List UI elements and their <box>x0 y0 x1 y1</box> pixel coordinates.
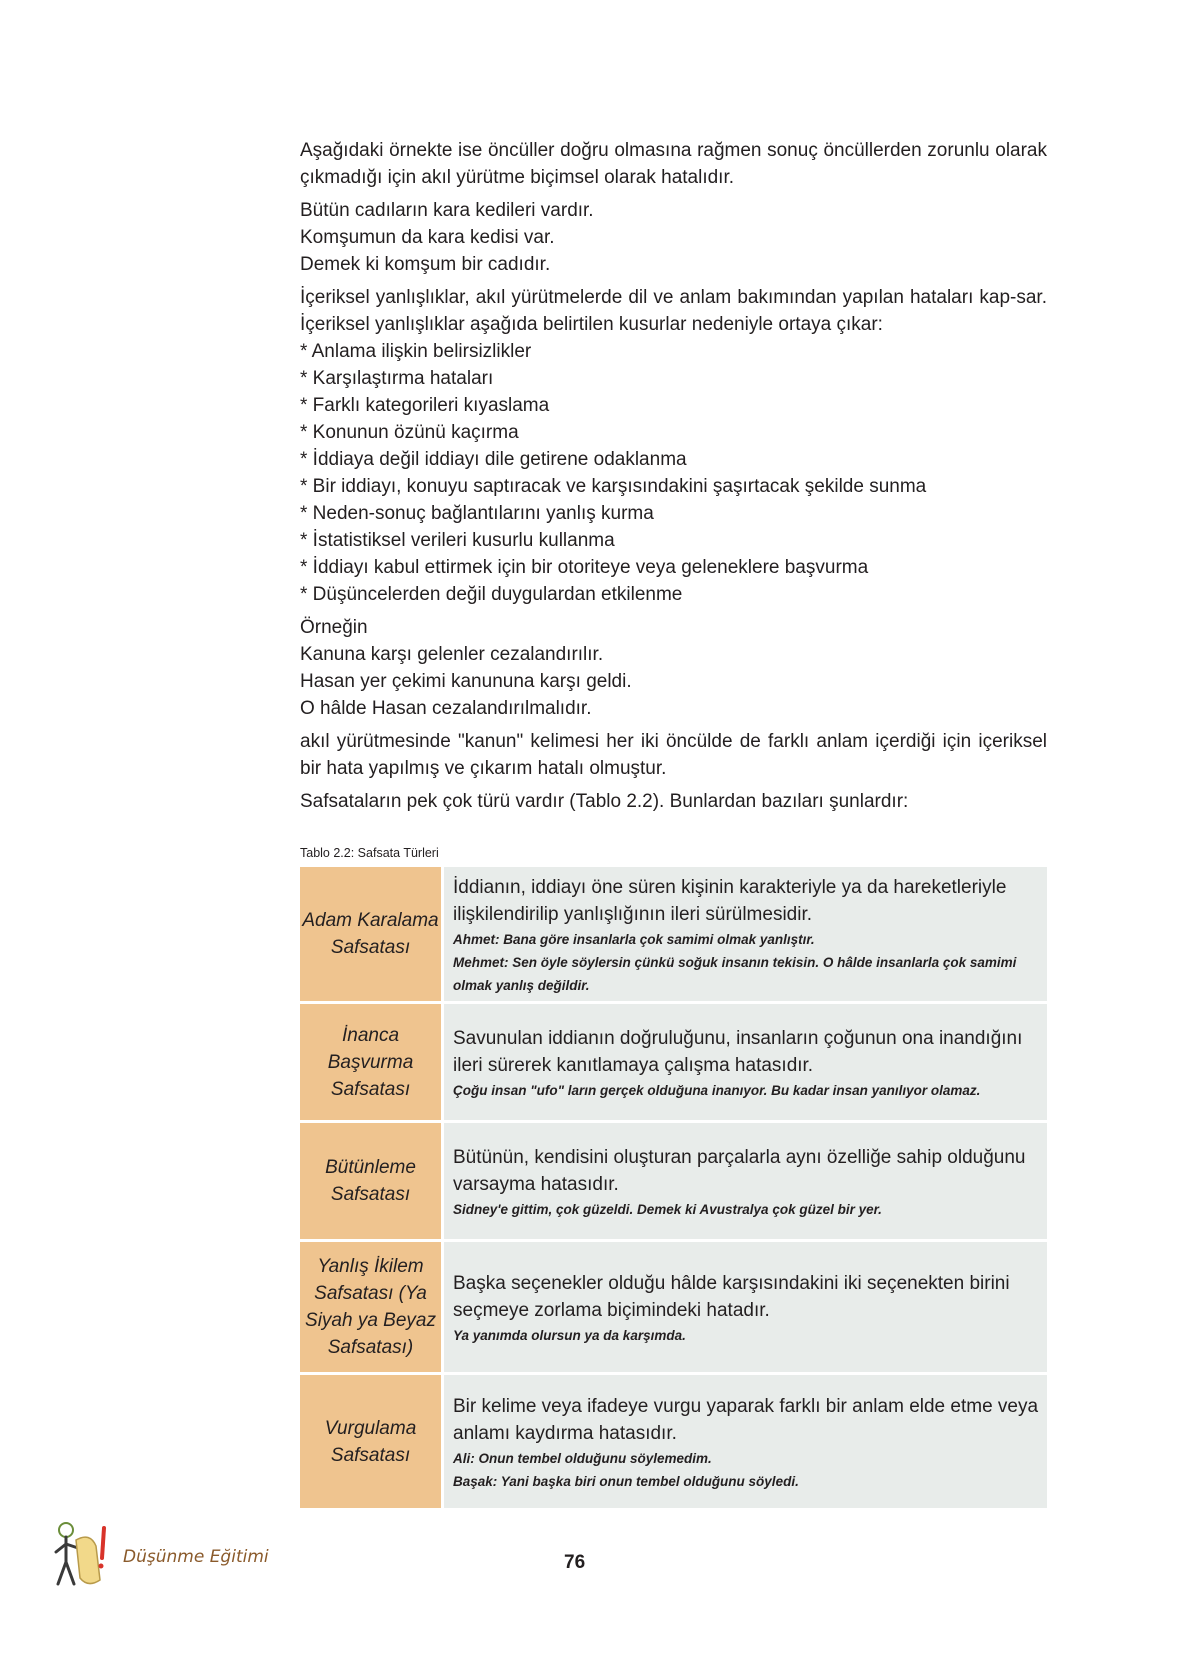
fallacy-term: Bütünleme Safsatası <box>300 1123 444 1239</box>
table-row <box>300 1375 1047 1508</box>
bullet-item: * Konunun özünü kaçırma <box>300 422 519 443</box>
book-title: Düşünme Eğitimi <box>123 1547 269 1567</box>
bullet-item: * Neden-sonuç bağlantılarını yanlış kurma <box>300 503 654 524</box>
fallacy-definition-cell <box>444 867 1047 1001</box>
bullet-item: * İddiayı kabul ettirmek için bir otoriteye veya geleneklere başvurma <box>300 557 869 578</box>
fallacy-example: Mehmet: Sen öyle söylersin çünkü soğuk insanın tekisin. O hâlde insanlarla çok samimi olmak yanlış değildir. <box>453 954 1017 993</box>
table-row <box>300 1242 1047 1375</box>
example-syllogism-2 <box>300 614 1047 722</box>
thinking-figure-icon <box>52 1518 114 1590</box>
bullet-item: * İstatistiksel verileri kusurlu kullanma <box>300 530 615 551</box>
body-text <box>300 137 1047 821</box>
fallacy-definition-cell <box>444 1004 1047 1120</box>
fallacy-example: Ahmet: Bana göre insanlarla çok samimi olmak yanlıştır. <box>453 931 815 947</box>
bullet-item: * Düşüncelerden değil duygulardan etkilenme <box>300 584 683 605</box>
example-line: Hasan yer çekimi kanununa karşı geldi. <box>300 671 632 692</box>
example-line: Kanuna karşı gelenler cezalandırılır. <box>300 644 604 665</box>
table-row <box>300 1004 1047 1123</box>
fallacy-definition-cell <box>444 1242 1047 1372</box>
example-syllogism-1 <box>300 197 1047 278</box>
paragraph-explanation: akıl yürütmesinde "kanun" kelimesi her iki öncülde de farklı anlam içerdiği için içeriksel bir hata yapılmış ve çıkarım hatalı olmuştur. <box>300 731 1047 779</box>
fallacy-example: Çoğu insan "ufo" ların gerçek olduğuna inanıyor. Bu kadar insan yanılıyor olamaz. <box>453 1082 981 1098</box>
fallacy-term: Yanlış İkilem Safsatası (Ya Siyah ya Beyaz Safsatası) <box>300 1242 444 1372</box>
fallacy-table <box>300 867 1047 1508</box>
example-line: Örneğin <box>300 617 368 638</box>
example-line: Demek ki komşum bir cadıdır. <box>300 254 551 275</box>
bullet-item: * Bir iddiayı, konuyu saptıracak ve karşısındakini şaşırtacak şekilde sunma <box>300 476 927 497</box>
fallacy-definition: Bir kelime veya ifadeye vurgu yaparak farklı bir anlam elde etme veya anlamı kaydırma hatasıdır. <box>453 1395 1039 1444</box>
table-row <box>300 1123 1047 1242</box>
bullet-item: * Karşılaştırma hataları <box>300 368 494 389</box>
fallacy-example: Ya yanımda olursun ya da karşımda. <box>453 1327 686 1343</box>
bullet-item: * Farklı kategorileri kıyaslama <box>300 395 550 416</box>
fallacy-example: Sidney'e gittim, çok güzeldi. Demek ki Avustralya çok güzel bir yer. <box>453 1201 882 1217</box>
table-caption: Tablo 2.2: Safsata Türleri <box>300 846 439 860</box>
fallacy-term: İnanca Başvurma Safsatası <box>300 1004 444 1120</box>
page-number: 76 <box>564 1552 586 1573</box>
fallacy-definition: Savunulan iddianın doğruluğunu, insanların çoğunun ona inandığını ileri sürerek kanıtlamaya çalışma hatasıdır. <box>453 1027 1023 1076</box>
fallacy-term: Adam Karalama Safsatası <box>300 867 444 1001</box>
paragraph-intro: Aşağıdaki örnekte ise öncüller doğru olmasına rağmen sonuç öncüllerden zorunlu olarak çıkmadığı için akıl yürütme biçimsel olarak hatalıdır. <box>300 140 1047 188</box>
fallacy-definition-cell <box>444 1375 1047 1508</box>
example-line: Bütün cadıların kara kedileri vardır. <box>300 200 594 221</box>
bullet-item: * İddiaya değil iddiayı dile getirene odaklanma <box>300 449 687 470</box>
example-line: O hâlde Hasan cezalandırılmalıdır. <box>300 698 592 719</box>
fallacy-example: Başak: Yani başka biri onun tembel olduğunu söyledi. <box>453 1473 799 1489</box>
fallacy-definition: İddianın, iddiayı öne süren kişinin karakteriyle ya da hareketleriyle ilişkilendirilip yanlışlığının ileri sürülmesidir. <box>453 876 1007 925</box>
content-fallacies-section <box>300 284 1047 608</box>
fallacy-example: Ali: Onun tembel olduğunu söylemedim. <box>453 1450 712 1466</box>
fallacy-definition: Bütünün, kendisini oluşturan parçalarla aynı özelliğe sahip olduğunu varsayma hatasıdır. <box>453 1146 1026 1195</box>
paragraph-table-intro: Safsataların pek çok türü vardır (Tablo 2.2). Bunlardan bazıları şunlardır: <box>300 791 909 812</box>
bullet-item: * Anlama ilişkin belirsizlikler <box>300 341 532 362</box>
example-line: Komşumun da kara kedisi var. <box>300 227 555 248</box>
table-row <box>300 867 1047 1004</box>
fallacy-definition: Başka seçenekler olduğu hâlde karşısındakini iki seçenekten birini seçmeye zorlama biçimindeki hatadır. <box>453 1272 1010 1321</box>
fallacy-term: Vurgulama Safsatası <box>300 1375 444 1508</box>
fallacy-definition-cell <box>444 1123 1047 1239</box>
paragraph-content-fallacies: İçeriksel yanlışlıklar, akıl yürütmelerde dil ve anlam bakımından yapılan hataları kap-sar. İçeriksel yanlışlıklar aşağıda belirtilen kusurlar nedeniyle ortaya çıkar: <box>300 287 1047 335</box>
